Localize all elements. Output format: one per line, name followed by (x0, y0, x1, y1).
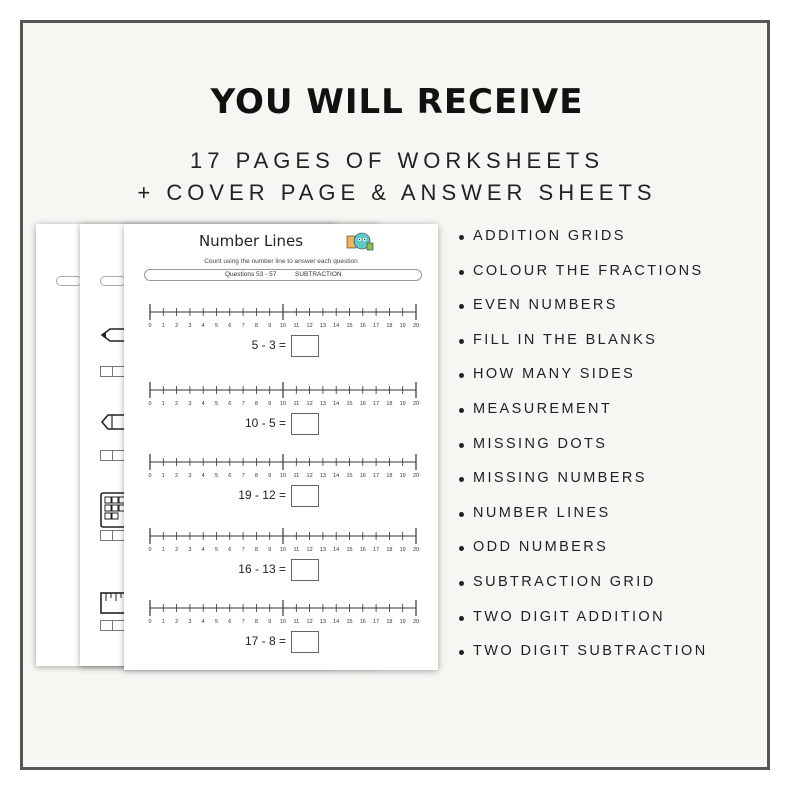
contents-item (459, 643, 708, 678)
number-line-tick-label: 5 (214, 619, 219, 625)
number-line-tick-label: 9 (268, 619, 272, 625)
number-line-tick-label: 1 (161, 323, 165, 329)
contents-item-label: MISSING DOTS (473, 435, 608, 452)
number-line-tick-label: 1 (161, 401, 165, 407)
questions-range: Questions 53 - 57 (225, 271, 277, 278)
answer-box (291, 335, 319, 357)
number-line (124, 302, 438, 332)
number-line-tick-label: 5 (214, 323, 219, 329)
worksheet-title: Number Lines (198, 232, 304, 250)
number-line-tick-label: 13 (319, 619, 326, 625)
number-line-tick-label: 11 (293, 401, 300, 407)
number-line-tick-label: 18 (386, 473, 393, 479)
contents-item (459, 470, 708, 505)
contents-item-label: ADDITION GRIDS (473, 228, 626, 244)
number-line-tick-label: 17 (373, 323, 380, 329)
questions-bar (144, 269, 422, 281)
contents-item (459, 436, 708, 471)
number-line-tick-label: 0 (148, 547, 152, 553)
contents-item (459, 228, 708, 263)
number-line-tick-label: 2 (175, 619, 179, 625)
number-line (124, 526, 438, 556)
number-line-tick-label: 16 (359, 473, 366, 479)
number-line-tick-label: 14 (333, 547, 340, 553)
bullet-dot-icon (459, 304, 464, 309)
number-line-tick-label: 10 (279, 323, 287, 329)
problem-equation: 5 - 3 = (251, 338, 286, 352)
number-line-tick-label: 7 (241, 473, 245, 479)
bullet-dot-icon (459, 512, 464, 517)
number-line-tick-label: 1 (161, 547, 165, 553)
bullet-dot-icon (459, 443, 464, 448)
number-line-tick-label: 11 (293, 547, 300, 553)
number-line-tick-label: 7 (241, 547, 245, 553)
number-line-tick-label: 5 (214, 547, 219, 553)
contents-item-label: TWO DIGIT ADDITION (473, 608, 665, 625)
number-line-tick-label: 6 (228, 473, 232, 479)
number-line-tick-label: 0 (148, 619, 152, 625)
number-line-tick-label: 10 (279, 401, 287, 407)
number-line-tick-label: 9 (268, 547, 272, 553)
number-line-tick-label: 6 (228, 547, 232, 553)
number-line-tick-label: 4 (201, 401, 205, 407)
contents-item (459, 574, 708, 609)
number-line-tick-label: 0 (148, 401, 152, 407)
contents-item (459, 263, 708, 298)
contents-item-label: FILL IN THE BLANKS (473, 331, 658, 348)
number-line-tick-label: 17 (373, 547, 380, 553)
bullet-dot-icon (459, 477, 464, 482)
contents-item (459, 609, 708, 644)
number-line-tick-label: 6 (228, 401, 232, 407)
problem-equation: 10 - 5 = (244, 416, 286, 430)
bullet-dot-icon (459, 408, 464, 413)
answer-box (291, 631, 319, 653)
contents-item-label: TWO DIGIT SUBTRACTION (473, 643, 708, 660)
number-line-tick-label: 17 (373, 473, 380, 479)
number-line-tick-label: 4 (201, 547, 205, 553)
number-line-tick-label: 7 (241, 401, 245, 407)
number-line-tick-label: 13 (319, 323, 326, 329)
number-line-tick-label: 16 (359, 547, 366, 553)
subtitle-line-2: + COVER PAGE & ANSWER SHEETS (137, 180, 657, 205)
number-line-tick-label: 19 (399, 547, 406, 553)
number-line-tick-label: 8 (254, 547, 258, 553)
headline: YOU WILL RECEIVE (210, 82, 584, 122)
number-line-tick-label: 6 (228, 323, 232, 329)
number-line-tick-label: 11 (293, 473, 300, 479)
contents-item-label: NUMBER LINES (473, 504, 611, 521)
number-line-tick-label: 0 (148, 323, 152, 329)
contents-item-label: MEASUREMENT (473, 400, 613, 417)
number-line-tick-label: 11 (293, 619, 300, 625)
number-line-tick-label: 13 (319, 473, 326, 479)
number-line-tick-label: 2 (175, 401, 179, 407)
contents-item (459, 401, 708, 436)
number-line-tick-label: 5 (214, 473, 219, 479)
number-line-tick-label: 15 (346, 473, 353, 479)
number-line-tick-label: 14 (333, 323, 340, 329)
number-line-tick-label: 9 (268, 473, 272, 479)
contents-item (459, 297, 708, 332)
answer-box (291, 413, 319, 435)
contents-item-label: MISSING NUMBERS (473, 470, 647, 487)
bullet-dot-icon (459, 339, 464, 344)
number-line-tick-label: 20 (412, 547, 420, 553)
number-line-tick-label: 6 (228, 619, 232, 625)
number-line-tick-label: 7 (241, 619, 245, 625)
number-line (124, 452, 438, 482)
number-line-tick-label: 12 (306, 401, 313, 407)
problem-equation: 16 - 13 = (238, 562, 286, 576)
number-line-tick-label: 2 (175, 323, 179, 329)
number-line-tick-label: 9 (268, 323, 272, 329)
number-line-tick-label: 19 (399, 473, 406, 479)
bullet-dot-icon (459, 650, 464, 655)
worksheet-instructions: Count using the number line to answer each question (204, 258, 358, 265)
answer-box (291, 485, 319, 507)
page-pill (100, 276, 126, 286)
answer-box (291, 559, 319, 581)
number-line-tick-label: 4 (201, 473, 205, 479)
page-pill (56, 276, 82, 286)
number-line (124, 598, 438, 628)
number-line-tick-label: 3 (188, 619, 192, 625)
number-line-tick-label: 14 (333, 619, 340, 625)
bullet-dot-icon (459, 581, 464, 586)
contents-item (459, 539, 708, 574)
number-line-tick-label: 15 (346, 547, 353, 553)
number-line-tick-label: 15 (346, 619, 353, 625)
number-line-tick-label: 8 (254, 473, 258, 479)
number-line-tick-label: 16 (359, 323, 366, 329)
mascot-icon (346, 230, 374, 252)
number-line-tick-label: 3 (188, 547, 192, 553)
number-line-tick-label: 12 (306, 547, 313, 553)
number-line-tick-label: 12 (306, 323, 313, 329)
contents-item-label: COLOUR THE FRACTIONS (473, 262, 704, 279)
number-line-tick-label: 4 (201, 619, 205, 625)
contents-item-label: EVEN NUMBERS (473, 297, 618, 314)
number-line-tick-label: 18 (386, 401, 393, 407)
number-line-tick-label: 20 (412, 619, 420, 625)
subtitle-line-1: 17 PAGES OF WORKSHEETS (190, 148, 604, 173)
number-line-tick-label: 20 (412, 401, 420, 407)
number-line-tick-label: 16 (359, 401, 366, 407)
number-line-tick-label: 3 (188, 323, 192, 329)
number-line-tick-label: 15 (346, 401, 353, 407)
number-line-tick-label: 0 (148, 473, 152, 479)
number-line-tick-label: 3 (188, 401, 192, 407)
number-line-tick-label: 16 (359, 619, 366, 625)
bullet-dot-icon (459, 373, 464, 378)
contents-item (459, 366, 708, 401)
number-line-tick-label: 8 (254, 619, 258, 625)
number-line-tick-label: 11 (293, 323, 300, 329)
number-line-tick-label: 2 (175, 473, 179, 479)
contents-item-label: HOW MANY SIDES (473, 366, 636, 383)
number-line-tick-label: 19 (399, 619, 406, 625)
number-line-tick-label: 19 (399, 401, 406, 407)
bullet-dot-icon (459, 235, 464, 240)
number-line-tick-label: 9 (268, 401, 272, 407)
number-line-tick-label: 7 (241, 323, 245, 329)
worksheet-page-front (124, 224, 438, 670)
bullet-dot-icon (459, 616, 464, 621)
contents-item-label: ODD NUMBERS (473, 539, 609, 556)
number-line-tick-label: 19 (399, 323, 406, 329)
number-line-tick-label: 17 (373, 401, 380, 407)
number-line-tick-label: 18 (386, 547, 393, 553)
problem-equation: 17 - 8 = (244, 634, 286, 648)
number-line-tick-label: 1 (161, 619, 165, 625)
number-line-tick-label: 5 (214, 401, 219, 407)
number-line-tick-label: 13 (319, 547, 326, 553)
number-line-tick-label: 10 (279, 473, 287, 479)
number-line-tick-label: 4 (201, 323, 205, 329)
number-line-tick-label: 20 (412, 473, 420, 479)
number-line-tick-label: 18 (386, 619, 393, 625)
number-line-tick-label: 15 (346, 323, 353, 329)
bullet-dot-icon (459, 270, 464, 275)
worksheet-topic: SUBTRACTION (295, 271, 342, 278)
number-line-tick-label: 18 (386, 323, 393, 329)
number-line-tick-label: 8 (254, 401, 258, 407)
number-line-tick-label: 10 (279, 619, 287, 625)
number-line-tick-label: 20 (412, 323, 420, 329)
contents-list (459, 228, 708, 678)
contents-item (459, 505, 708, 540)
number-line-tick-label: 17 (373, 619, 380, 625)
number-line-tick-label: 1 (161, 473, 165, 479)
number-line-tick-label: 14 (333, 473, 340, 479)
number-line-tick-label: 8 (254, 323, 258, 329)
number-line-tick-label: 12 (306, 619, 313, 625)
number-line-tick-label: 13 (319, 401, 326, 407)
number-line-tick-label: 12 (306, 473, 313, 479)
number-line-tick-label: 3 (188, 473, 192, 479)
contents-item (459, 332, 708, 367)
contents-item-label: SUBTRACTION GRID (473, 573, 656, 590)
number-line (124, 380, 438, 410)
bullet-dot-icon (459, 546, 464, 551)
number-line-tick-label: 10 (279, 547, 287, 553)
problem-equation: 19 - 12 = (238, 488, 286, 502)
number-line-tick-label: 14 (333, 401, 340, 407)
number-line-tick-label: 2 (175, 547, 179, 553)
